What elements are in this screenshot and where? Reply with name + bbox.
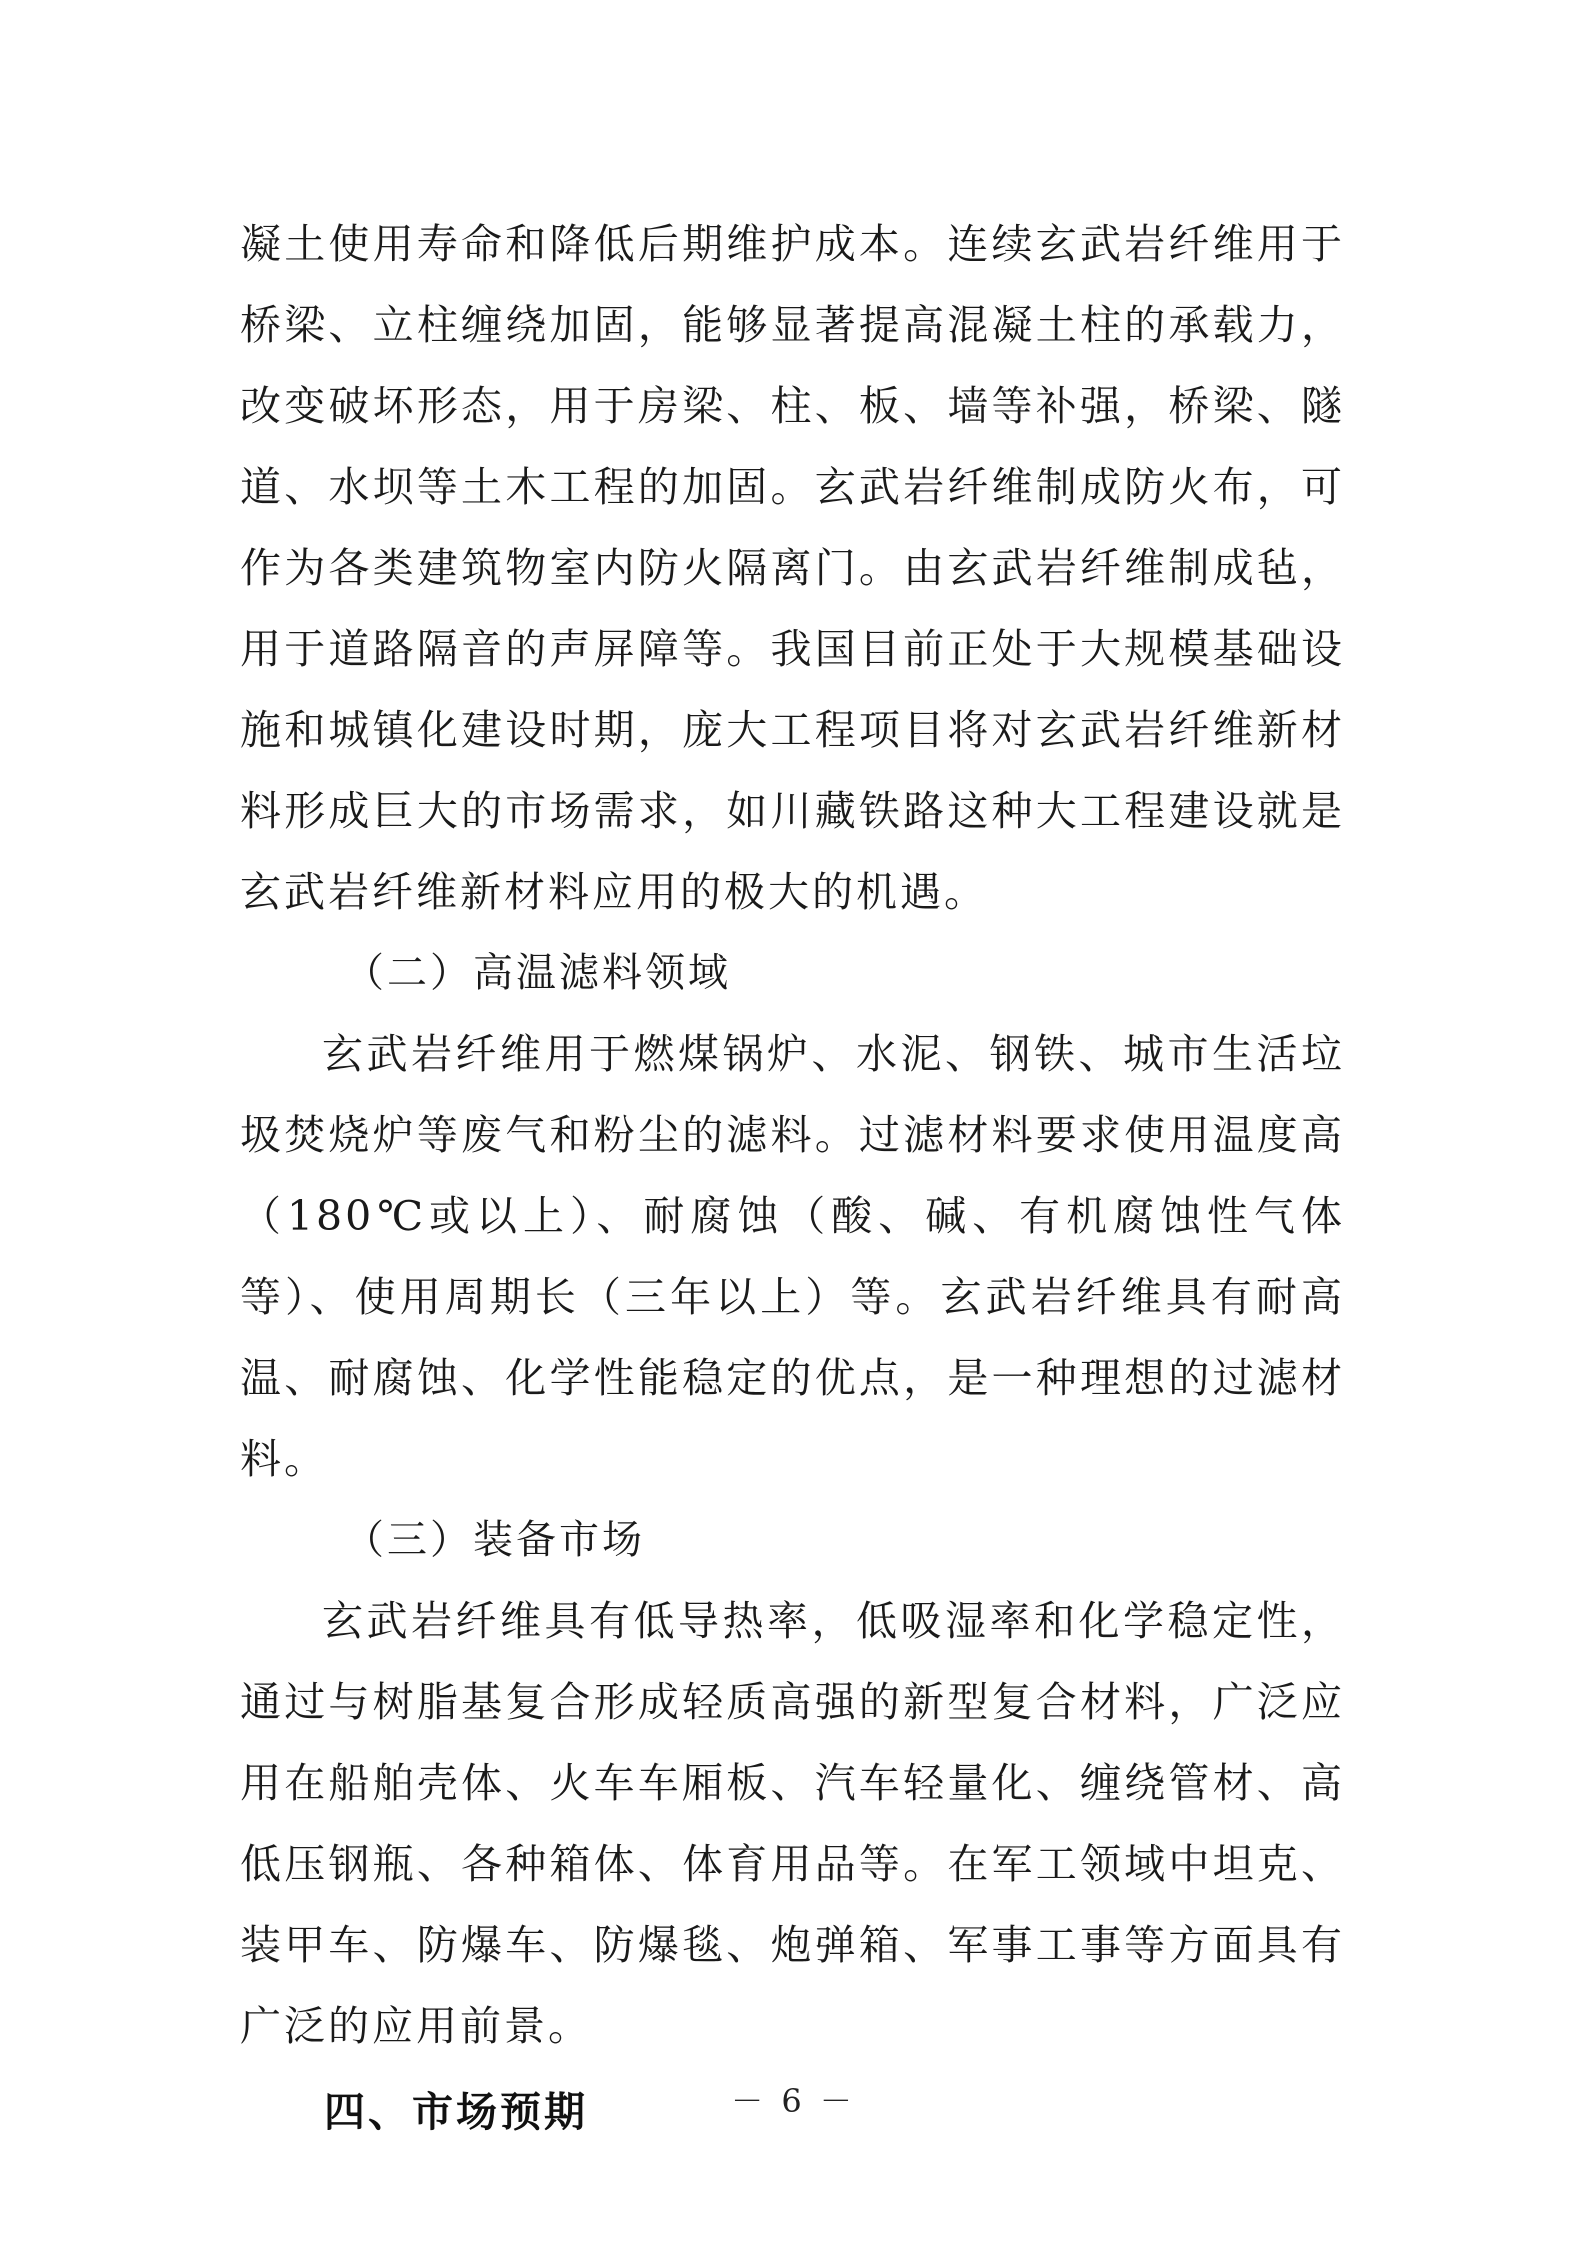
paragraph-equipment-market: 玄武岩纤维具有低导热率，低吸湿率和化学稳定性，通过与树脂基复合形成轻质高强的新型复合材料，广泛应用在船舶壳体、火车车厢板、汽车轻量化、缠绕管材、高低压钢瓶、各种箱体、体育用品等。在军工领域中坦克、装甲车、防爆车、防爆毯、炮弹箱、军事工事等方面具有广泛的应用前景。 xyxy=(240,1597,1345,2050)
paragraph-continued: 凝土使用寿命和降低后期维护成本。连续玄武岩纤维用于桥梁、立柱缠绕加固，能够显著提高混凝土柱的承载力，改变破坏形态，用于房梁、柱、板、墙等补强，桥梁、隧道、水坝等土木工程的加固。玄武岩纤维制成防火布，可作为各类建筑物室内防火隔离门。由玄武岩纤维制成毡，用于道路隔音的声屏障等。我国目前正处于大规模基础设施和城镇化建设时期，庞大工程项目将对玄武岩纤维新材料形成巨大的市场需求，如川藏铁路这种大工程建设就是玄武岩纤维新材料应用的极大的机遇。 xyxy=(240,220,1345,916)
paragraph-high-temp-filter: 玄武岩纤维用于燃煤锅炉、水泥、钢铁、城市生活垃圾焚烧炉等废气和粉尘的滤料。过滤材料要求使用温度高（180℃或以上）、耐腐蚀（酸、碱、有机腐蚀性气体等）、使用周期长（三年以上）等。玄武岩纤维具有耐高温、耐腐蚀、化学性能稳定的优点，是一种理想的过滤材料。 xyxy=(240,1030,1345,1483)
section-heading-high-temp-filter: （二）高温滤料领域 xyxy=(344,950,731,996)
section-heading-equipment-market: （三）装备市场 xyxy=(344,1517,645,1563)
page-number: － 6 － xyxy=(731,2082,856,2120)
document-body xyxy=(240,204,1345,2157)
section-heading-market-outlook: 四、市场预期 xyxy=(324,2088,588,2136)
